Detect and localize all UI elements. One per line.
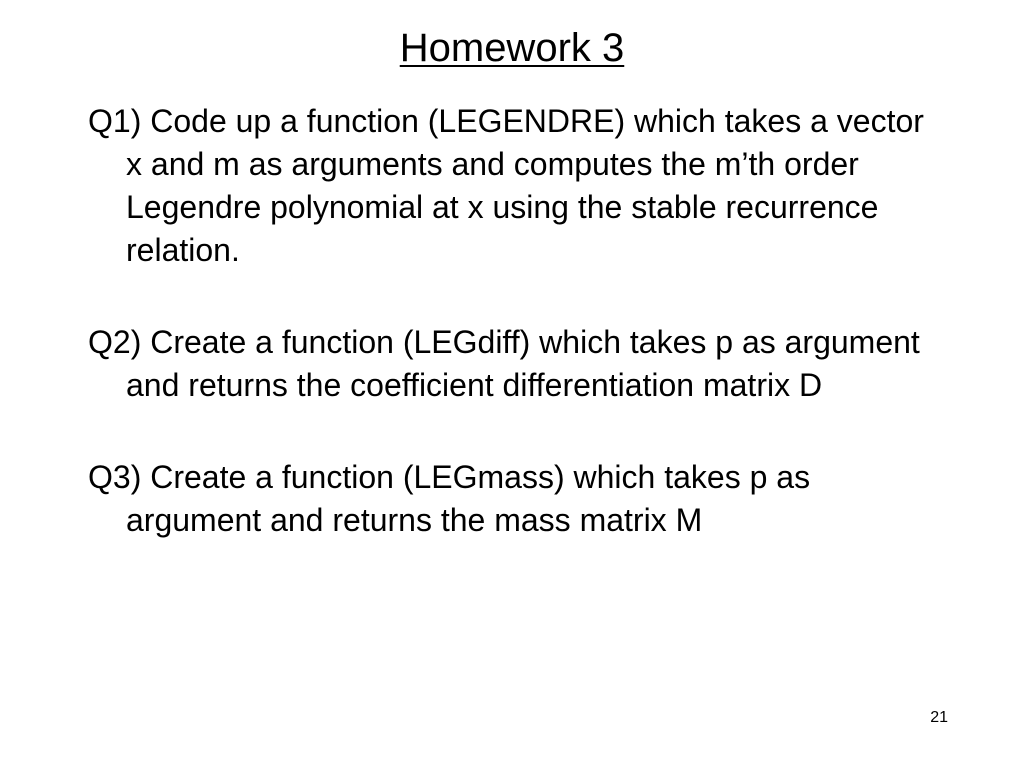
question-text: Create a function (LEGdiff) which takes p as argument and returns the coefficient differentiation matrix D <box>126 324 920 403</box>
question-label: Q2) <box>88 324 142 360</box>
question-item-3 <box>88 456 948 542</box>
question-text: Create a function (LEGmass) which takes p as argument and returns the mass matrix M <box>126 459 811 538</box>
slide-title: Homework 3 <box>399 26 625 70</box>
page-number: 21 <box>930 709 948 726</box>
question-label: Q3) <box>88 459 142 495</box>
question-item-1 <box>88 100 948 272</box>
question-list <box>88 100 948 592</box>
question-text: Code up a function (LEGENDRE) which takes a vector x and m as arguments and computes the m’th order Legendre polynomial at x using the stable recurrence relation. <box>126 103 924 268</box>
question-label: Q1) <box>88 103 142 139</box>
question-item-2 <box>88 321 948 407</box>
